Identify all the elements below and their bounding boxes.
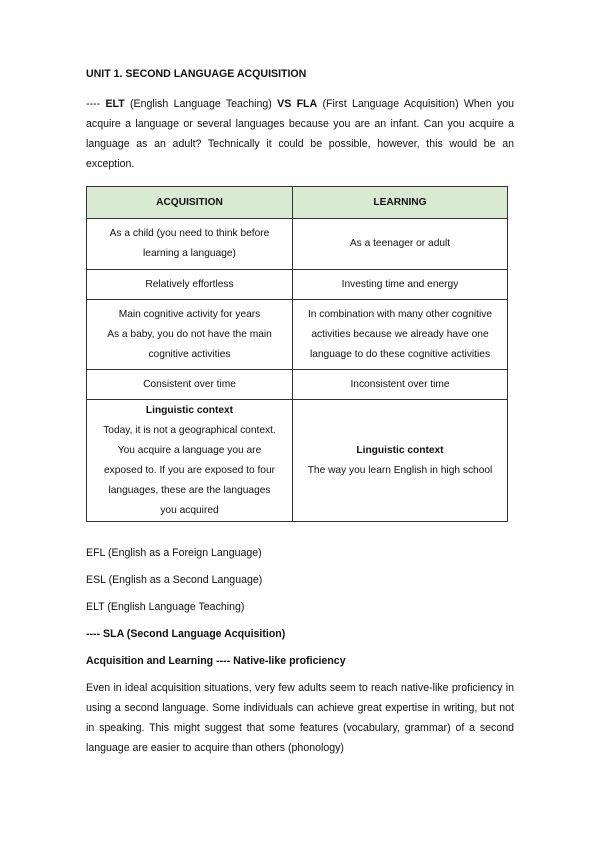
linguistic-context-title: Linguistic context [356,444,444,456]
proficiency-paragraph: Even in ideal acquisition situations, very few adults seem to reach native-like proficiency in using a second language. Some individuals can achieve great expertise in writing, but not in speaking. This might suggest that some features (vocabulary, grammar) of a second language are easier to acquire than others (phonology) [86,682,514,754]
cell-line: cognitive activities [148,348,231,360]
elt-line: ELT (English Language Teaching) [86,601,245,613]
header-acquisition: ACQUISITION [87,187,293,219]
table-row [87,370,508,400]
unit-heading: UNIT 1. SECOND LANGUAGE ACQUISITION [86,68,307,80]
learning-cell [293,300,508,370]
cell-line: you acquired [160,504,219,516]
cell-line: activities because we already have one [311,328,489,340]
cell-line: exposed to. If you are exposed to four [103,464,276,476]
cell-line: language to do these cognitive activities [309,348,491,360]
cell-line: As a baby, you do not have the main [107,328,272,340]
linguistic-context-title: Linguistic context [145,404,234,416]
acquisition-cell [87,400,293,522]
cell-line: learning a language) [143,248,236,259]
document-body [86,68,514,758]
acquisition-cell [87,300,293,370]
table-row [87,400,508,522]
cell-line: The way you learn English in high school [307,464,493,476]
learning-cell [293,219,508,270]
acquisition-cell [87,370,293,400]
intro-paragraph [86,94,514,174]
acquisition-learning-heading: Acquisition and Learning ---- Native-like proficiency [86,655,346,667]
intro-prefix: ---- [86,98,106,110]
cell-line: Consistent over time [143,378,236,390]
abbreviation-list [86,543,514,671]
cell-line: Investing time and energy [341,278,459,290]
cell-line: You acquire a language you are [117,444,262,456]
table-row [87,219,508,270]
cell-line: Main cognitive activity for years [118,308,261,320]
learning-cell [293,370,508,400]
cell-line: Today, it is not a geographical context. [103,424,276,436]
cell-line: As a child (you need to think before [109,228,270,239]
acquisition-cell [87,219,293,270]
comparison-table [86,186,508,522]
cell-line: In combination with many other cognitive [307,308,493,320]
table-row [87,300,508,370]
intro-rest: (First Language Acquisition) When you acquire a language or several languages because you are an infant. Can you acquire a language as an adult? Technically it could be possible, however, this would be an exception. [86,98,514,170]
intro-elt: ELT [105,98,125,110]
cell-line: Relatively effortless [145,278,234,290]
header-learning: LEARNING [293,187,508,219]
cell-line: As a teenager or adult [349,238,451,249]
table-row [87,270,508,300]
learning-cell [293,400,508,522]
acquisition-cell [87,270,293,300]
cell-line: Inconsistent over time [350,378,450,390]
efl-line: EFL (English as a Foreign Language) [86,547,262,559]
sla-heading: ---- SLA (Second Language Acquisition) [86,628,286,640]
esl-line: ESL (English as a Second Language) [86,574,263,586]
intro-elt-full: (English Language Teaching) [124,98,278,110]
intro-vs-fla: VS FLA [277,98,318,110]
learning-cell [293,270,508,300]
table-header-row [87,187,508,219]
cell-line: languages, these are the languages [108,484,271,496]
